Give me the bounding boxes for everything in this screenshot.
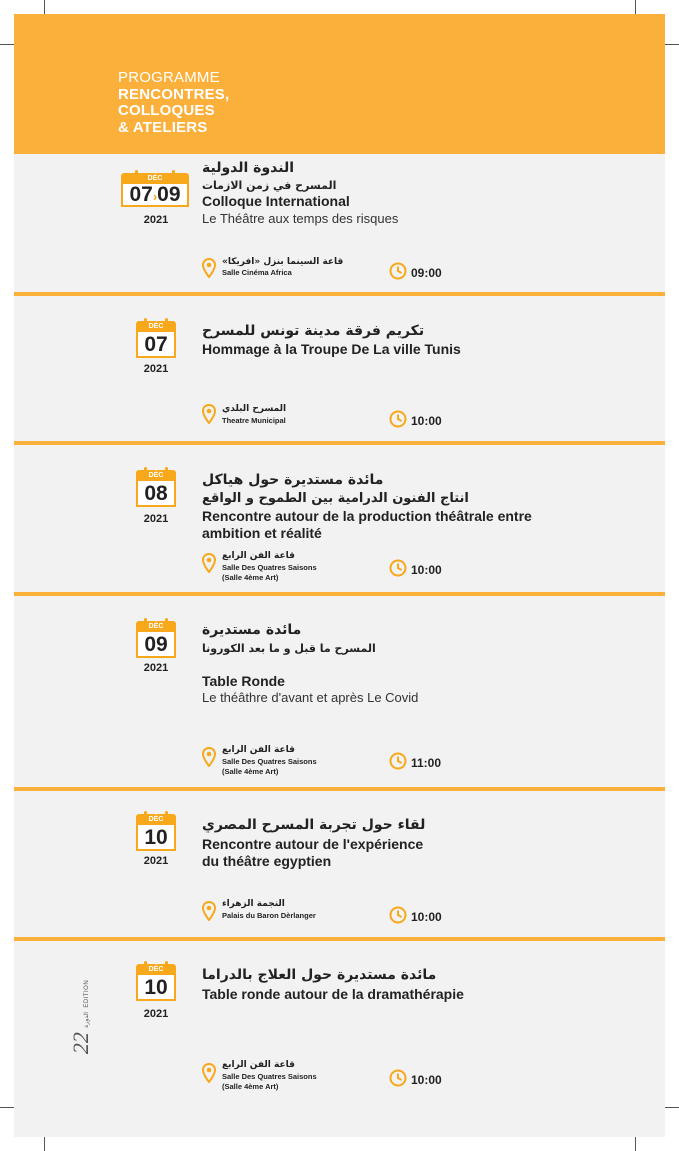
programme-page [14, 14, 665, 1137]
location-pin-icon [202, 1063, 216, 1083]
calendar-month: DÉC [136, 621, 176, 632]
event-year: 2021 [143, 1008, 169, 1020]
event-subtitle-ar: المسرح ما قبل و ما بعد الكورونا [202, 642, 376, 655]
event-item [14, 296, 665, 441]
event-item [14, 596, 665, 789]
venue-name-fr-secondary: (Salle 4ème Art) [222, 573, 279, 582]
calendar-day: 09 [136, 632, 176, 658]
clock-icon [389, 1069, 407, 1087]
event-item [14, 791, 665, 937]
event-time: 10:00 [411, 910, 442, 924]
event-title-ar: مائدة مستديرة حول العلاج بالدراما [202, 967, 437, 983]
calendar-month: DÉC [136, 321, 176, 332]
calendar-day: 10 [136, 975, 176, 1001]
event-title-fr: Table Ronde [202, 673, 285, 689]
event-title-ar: مائدة مستديرة حول هياكل [202, 472, 384, 488]
event-title-ar: مائدة مستديرة [202, 622, 302, 638]
edition-number: 22 [68, 1032, 94, 1055]
clock-icon [389, 410, 407, 428]
venue-name-fr: Salle Des Quatres Saisons [222, 563, 317, 572]
calendar-month: DÉC [136, 964, 176, 975]
event-title-fr-line2: ambition et réalité [202, 525, 322, 541]
venue-name-ar: قاعة الفن الرابع [222, 1060, 295, 1070]
edition-mark [54, 974, 94, 1054]
clock-icon [389, 906, 407, 924]
header-title-line4: & ATELIERS [118, 119, 208, 136]
venue-name-fr-secondary: (Salle 4ème Art) [222, 1082, 279, 1091]
calendar-day: 10 [136, 825, 176, 851]
event-year: 2021 [143, 214, 169, 226]
event-title-ar: لقاء حول تجربة المسرح المصري [202, 817, 426, 833]
calendar-day: 07›09 [121, 184, 189, 207]
programme-header [14, 14, 665, 154]
venue-name-ar: قاعة الفن الرابع [222, 551, 295, 561]
event-time: 09:00 [411, 266, 442, 280]
venue-name-fr: Salle Des Quatres Saisons [222, 1072, 317, 1081]
location-pin-icon [202, 258, 216, 278]
venue-name-fr-secondary: (Salle 4ème Art) [222, 767, 279, 776]
header-title-line2: RENCONTRES, [118, 86, 230, 103]
event-year: 2021 [143, 363, 169, 375]
event-subtitle-ar: انتاج الفنون الدرامية بين الطموح و الواقع [202, 491, 469, 506]
calendar-month: DÉC [121, 173, 189, 184]
event-item [14, 154, 665, 294]
event-item [14, 941, 665, 1137]
clock-icon [389, 559, 407, 577]
event-year: 2021 [143, 662, 169, 674]
event-title-fr-line2: du théâtre egyptien [202, 853, 332, 869]
event-title-fr: Hommage à la Troupe De La ville Tunis [202, 341, 461, 357]
calendar-day: 07 [136, 332, 176, 358]
venue-name-ar: قاعة السينما بنزل «افريكا» [222, 257, 344, 267]
clock-icon [389, 262, 407, 280]
location-pin-icon [202, 747, 216, 767]
edition-ar: الدورة [83, 1012, 91, 1028]
event-title-ar: تكريم فرقة مدينة تونس للمسرح [202, 323, 425, 339]
location-pin-icon [202, 404, 216, 424]
venue-name-fr: Salle Des Quatres Saisons [222, 757, 317, 766]
calendar-icon [136, 814, 176, 852]
calendar-icon [136, 321, 176, 359]
event-title-ar: الندوة الدولية [202, 160, 295, 176]
event-year: 2021 [143, 513, 169, 525]
event-title-fr: Table ronde autour de la dramathérapie [202, 986, 464, 1002]
event-year: 2021 [143, 855, 169, 867]
calendar-month: DÉC [136, 470, 176, 481]
venue-name-ar: قاعة الفن الرابع [222, 745, 295, 755]
event-title-fr: Rencontre autour de la production théâtrale entre [202, 508, 532, 524]
calendar-icon [136, 621, 176, 659]
clock-icon [389, 752, 407, 770]
venue-name-ar: المسرح البلدي [222, 404, 287, 414]
calendar-day-end: 09 [157, 183, 181, 206]
edition-label: EDITION [84, 979, 91, 1008]
venue-name-fr: Theatre Municipal [222, 416, 286, 425]
location-pin-icon [202, 901, 216, 921]
event-subtitle-fr: Le théâthre d'avant et après Le Covid [202, 690, 419, 705]
calendar-icon [121, 173, 189, 207]
event-time: 11:00 [411, 756, 442, 770]
event-time: 10:00 [411, 414, 442, 428]
venue-name-ar: النجمة الزهراء [222, 899, 285, 909]
event-item [14, 445, 665, 592]
header-title-line3: COLLOQUES [118, 102, 215, 119]
event-title-fr: Rencontre autour de l'expérience [202, 836, 424, 852]
calendar-day: 08 [136, 481, 176, 507]
calendar-day-start: 07 [129, 183, 153, 206]
location-pin-icon [202, 553, 216, 573]
calendar-icon [136, 964, 176, 1002]
calendar-month: DÉC [136, 814, 176, 825]
calendar-icon [136, 470, 176, 508]
event-title-fr: Colloque International [202, 193, 350, 209]
venue-name-fr: Salle Cinéma Africa [222, 268, 292, 277]
event-time: 10:00 [411, 1073, 442, 1087]
header-title-programme: PROGRAMME [118, 69, 220, 86]
venue-name-fr: Palais du Baron Dèrlanger [222, 911, 316, 920]
event-subtitle-ar: المسرح في زمن الازمات [202, 179, 337, 192]
event-subtitle-fr: Le Théâtre aux temps des risques [202, 211, 399, 226]
event-time: 10:00 [411, 563, 442, 577]
